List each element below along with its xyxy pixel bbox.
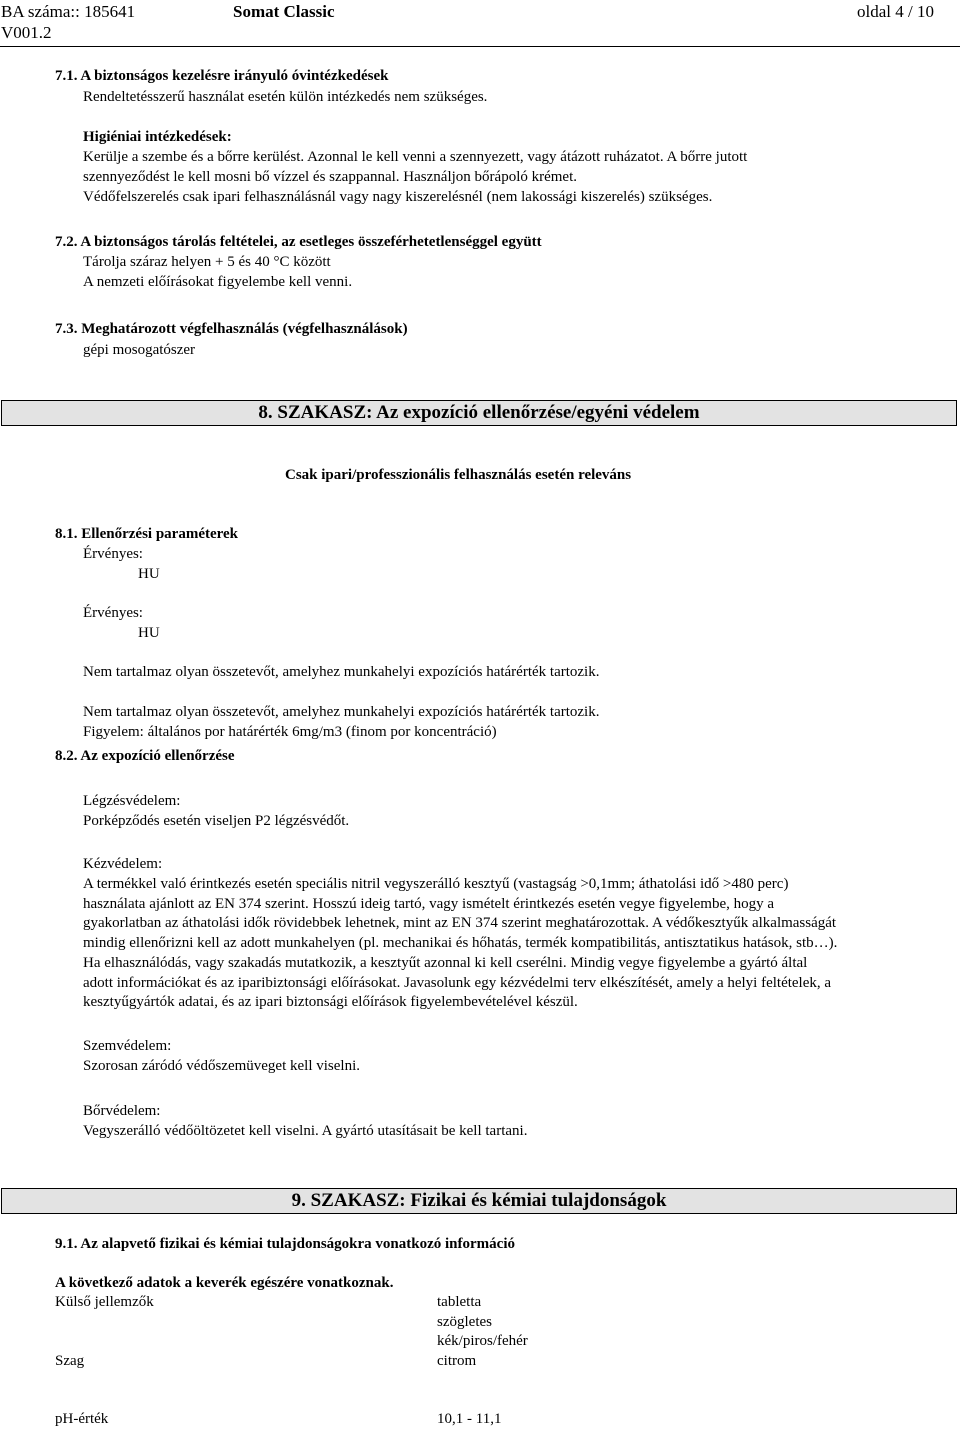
eye-label: Szemvédelem: [83,1038,172,1054]
hand-line: adott információkat és az iparibiztonsági előírásokat. Javasolunk egy kézvédelmi terv elkészítését, amely a helyi feltételek, a [83,975,832,991]
section-7-1-heading: 7.1. A biztonságos kezelésre irányuló óvintézkedések [55,68,389,84]
section-8-subtitle: Csak ipari/professzionális felhasználás esetén releváns [285,467,632,483]
hand-line: használata ajánlott az EN 374 szerint. Hosszú ideig tartó, vagy ismételt érintkezés esetén vegye figyelembe, hogy a [83,896,775,912]
hand-line: gyakorlatban az áthatolási idők rövidebbek lehetnek, mint az EN 374 szerint meghatározottak. A védőkesztyűk alkalmasságát [83,915,837,931]
section-9-banner: 9. SZAKASZ: Fizikai és kémiai tulajdonságok [1,1188,957,1214]
hygiene-heading: Higiéniai intézkedések: [83,129,232,145]
property-label: Szag [55,1353,85,1369]
valid-value: HU [138,566,160,582]
skin-label: Bőrvédelem: [83,1103,161,1119]
hand-line: Ha elhasználódás, vagy szakadás mutatkozik, a kesztyűt azonnal ki kell cserélni. Mindig vegye figyelembe a gyártó által [83,955,808,971]
product-name: Somat Classic [233,2,335,21]
respiratory-label: Légzésvédelem: [83,793,181,809]
property-label: Külső jellemzők [55,1294,154,1310]
property-value: citrom [437,1353,477,1369]
page-number: oldal 4 / 10 [857,2,934,21]
hand-label: Kézvédelem: [83,856,163,872]
doc-number: BA száma:: 185641 [1,2,136,21]
section-7-1-text: Rendeltetésszerű használat esetén külön intézkedés nem szükséges. [83,89,488,105]
section-7-2-line: Tárolja száraz helyen + 5 és 40 °C között [83,254,331,270]
hand-line: kesztyűgyártók adatai, és az ipari biztonsági előírások figyelembevételével készül. [83,994,578,1010]
section-7-2-heading: 7.2. A biztonságos tárolás feltételei, az esetleges összeférhetetlenséggel együtt [55,234,542,250]
section-9-1-heading: 9.1. Az alapvető fizikai és kémiai tulajdonságokra vonatkozó információ [55,1236,515,1252]
section-8-2-heading: 8.2. Az expozíció ellenőrzése [55,748,235,764]
section-8-1-heading: 8.1. Ellenőrzési paraméterek [55,526,239,542]
hygiene-line: szennyeződést le kell mosni bő vízzel és szappannal. Használjon bőrápoló krémet. [83,169,578,185]
hand-line: mindig ellenőrizni kell az adott munkahelyen (pl. mechanikai és hőhatás, termék kompatibilitás, antisztatikus hatások, stb…). [83,935,838,951]
respiratory-text: Porképződés esetén viseljen P2 légzésvédőt. [83,813,350,829]
section-7-2-line: A nemzeti előírásokat figyelembe kell venni. [83,274,353,290]
valid-label: Érvényes: [83,605,143,621]
skin-text: Vegyszerálló védőöltözetet kell viselni. A gyártó utasításait be kell tartani. [83,1123,528,1139]
hand-line: A termékkel való érintkezés esetén speciális nitril vegyszerálló kesztyű (vastagság >0,1mm; áthatolási idő >480 perc) [83,876,789,892]
section-7-3-text: gépi mosogatószer [83,342,196,358]
header-rule [0,46,960,47]
property-value: kék/piros/fehér [437,1333,528,1349]
hygiene-line: Kerülje a szembe és a bőrre kerülést. Azonnal le kell venni a szennyezett, vagy átázott ruházatot. A bőrre jutott [83,149,748,165]
valid-value: HU [138,625,160,641]
valid-label: Érvényes: [83,546,143,562]
property-value: szögletes [437,1314,492,1330]
eye-text: Szorosan záródó védőszemüveget kell viselni. [83,1058,361,1074]
section-7-3-heading: 7.3. Meghatározott végfelhasználás (végfelhasználások) [55,321,408,337]
data-scope-note: A következő adatok a keverék egészére vonatkoznak. [55,1275,394,1291]
property-value: tabletta [437,1294,482,1310]
section-8-banner: 8. SZAKASZ: Az expozíció ellenőrzése/egyéni védelem [1,400,957,426]
dust-limit-note: Figyelem: általános por határérték 6mg/m3 (finom por koncentráció) [83,724,497,740]
version: V001.2 [1,23,52,42]
property-value: 10,1 - 11,1 [437,1411,502,1427]
exposure-note: Nem tartalmaz olyan összetevőt, amelyhez munkahelyi expozíciós határérték tartozik. [83,664,600,680]
exposure-note: Nem tartalmaz olyan összetevőt, amelyhez munkahelyi expozíciós határérték tartozik. [83,704,600,720]
hygiene-line: Védőfelszerelés csak ipari felhasználásnál vagy nagy kiszerelésnél (nem lakossági kiszerelés) szükséges. [83,189,713,205]
property-label: pH-érték [55,1411,109,1427]
